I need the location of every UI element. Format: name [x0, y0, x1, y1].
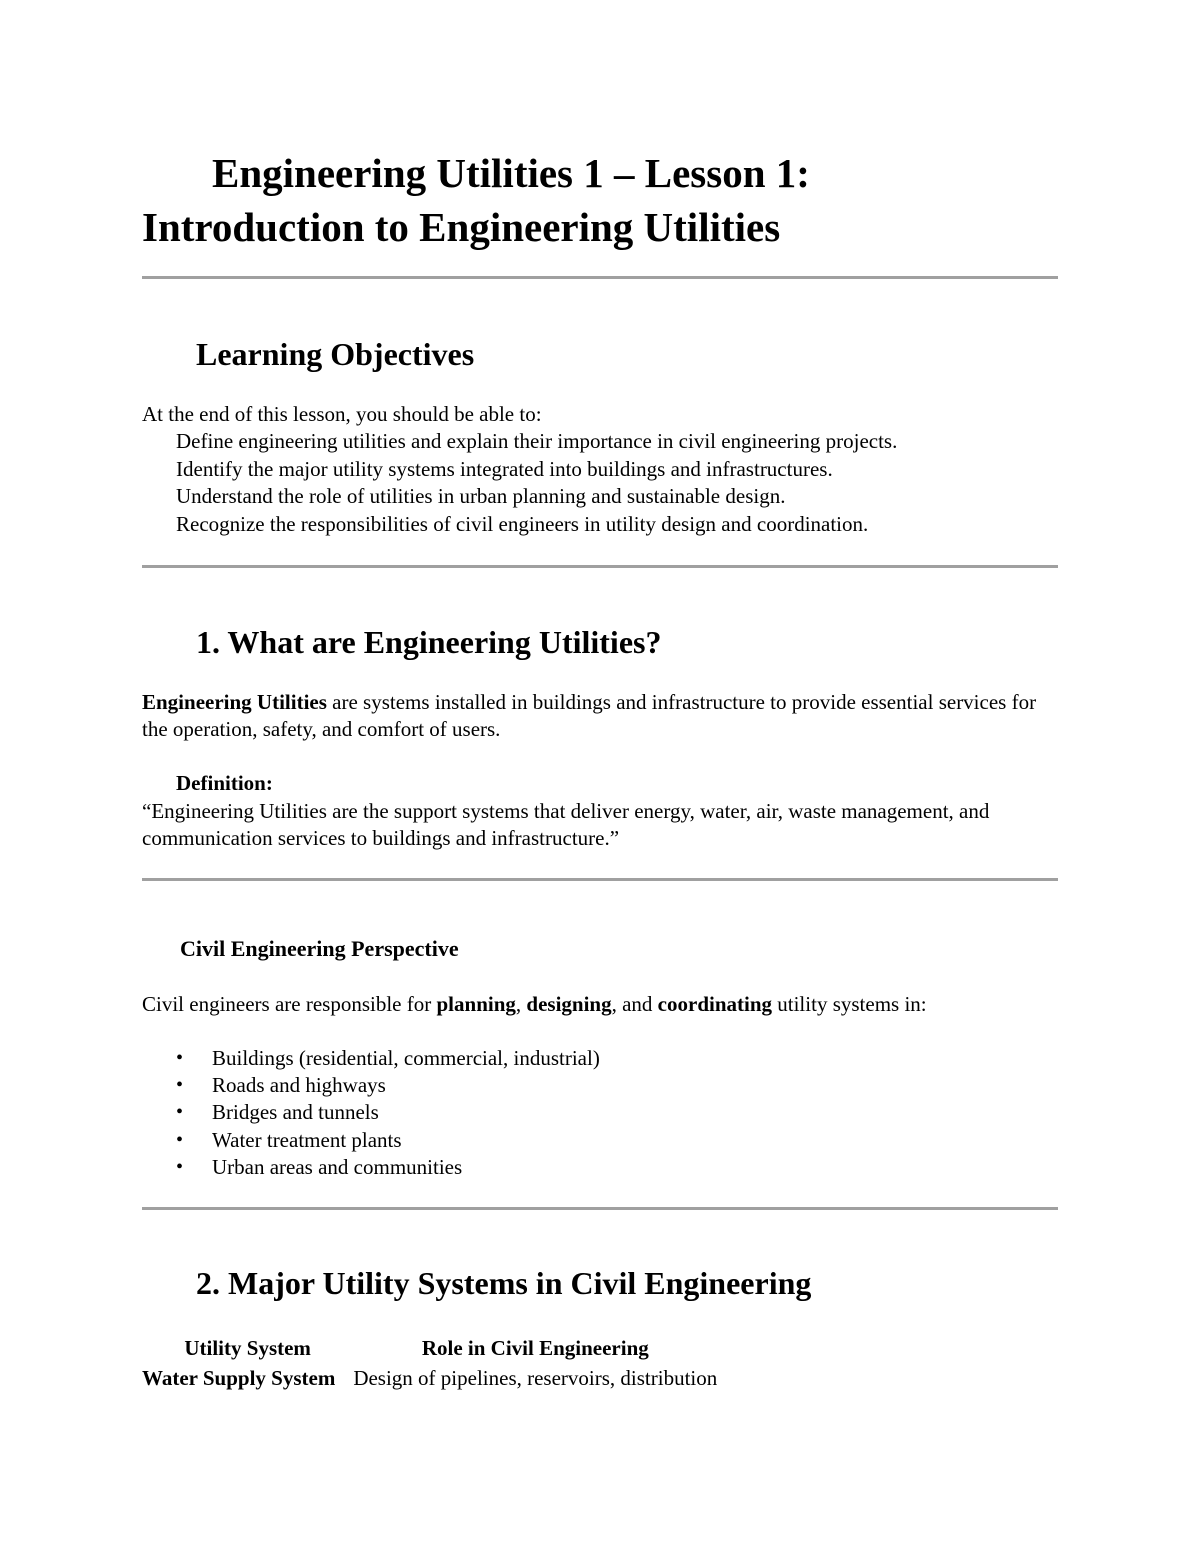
list-item — [176, 1127, 600, 1154]
title-line-1: Engineering Utilities 1 – Lesson 1: — [212, 150, 810, 196]
bullet-icon: • — [176, 1128, 184, 1151]
section-1-heading: 1. What are Engineering Utilities? — [196, 624, 662, 660]
list-item — [176, 1072, 600, 1099]
section-2-heading: 2. Major Utility Systems in Civil Engineering — [196, 1265, 812, 1301]
table-header-row — [142, 1333, 717, 1363]
objective-item: Define engineering utilities and explain their importance in civil engineering projects. — [176, 429, 898, 453]
definition-label: Definition: — [176, 771, 273, 795]
list-item-text: Bridges and tunnels — [212, 1100, 379, 1125]
list-item-text: Buildings (residential, commercial, industrial) — [212, 1046, 600, 1070]
definition-text: “Engineering Utilities are the support systems that deliver energy, water, air, waste management, and communication services to buildings and infrastructure.” — [142, 799, 990, 850]
keyword-coordinating: coordinating — [657, 992, 773, 1016]
list-item-text: Water treatment plants — [212, 1127, 402, 1152]
list-item-text: Roads and highways — [212, 1073, 386, 1098]
term-description: are systems installed in buildings and infrastructure to provide essential services for the operation, safety, and comfort of users. — [142, 690, 1037, 741]
table-cell-role: Design of pipelines, reservoirs, distribution — [353, 1366, 718, 1390]
table-header-system: Utility System — [184, 1336, 311, 1360]
intro-text: Civil engineers are responsible for — [142, 992, 437, 1016]
keyword-designing: designing — [526, 992, 612, 1016]
objective-item: Understand the role of utilities in urban planning and sustainable design. — [176, 484, 786, 508]
section-1-paragraph — [142, 689, 1058, 743]
objective-item: Identify the major utility systems integrated into buildings and infrastructures. — [176, 456, 833, 481]
objectives-intro: At the end of this lesson, you should be able to: — [142, 402, 542, 426]
page-title — [142, 146, 1058, 254]
list-item — [176, 1154, 600, 1181]
divider — [142, 1207, 1058, 1210]
list-item — [176, 1099, 600, 1126]
perspective-list — [176, 1045, 600, 1181]
title-line-2: Introduction to Engineering Utilities — [142, 204, 781, 250]
objective-item: Recognize the responsibilities of civil engineers in utility design and coordination. — [176, 511, 869, 536]
bullet-icon: • — [176, 1047, 184, 1069]
separator: , and — [611, 992, 658, 1016]
table-header-role: Role in Civil Engineering — [421, 1336, 649, 1360]
bullet-icon: • — [176, 1101, 184, 1124]
keyword-planning: planning — [436, 992, 516, 1016]
list-item-text: Urban areas and communities — [212, 1154, 463, 1179]
bullet-icon: • — [176, 1155, 184, 1178]
perspective-heading: Civil Engineering Perspective — [180, 936, 459, 961]
separator: , — [515, 992, 527, 1016]
utility-systems-table — [142, 1333, 717, 1393]
objectives-list — [176, 428, 897, 538]
bullet-icon: • — [176, 1074, 184, 1097]
table-cell-system: Water Supply System — [142, 1366, 336, 1390]
list-item — [176, 1045, 600, 1072]
divider — [142, 878, 1058, 881]
table-row — [142, 1363, 717, 1393]
intro-text: utility systems in: — [772, 992, 927, 1016]
perspective-intro — [142, 991, 1058, 1018]
divider — [142, 565, 1058, 568]
divider — [142, 276, 1058, 279]
learning-objectives-heading: Learning Objectives — [196, 336, 475, 372]
term-bold: Engineering Utilities — [142, 690, 327, 714]
